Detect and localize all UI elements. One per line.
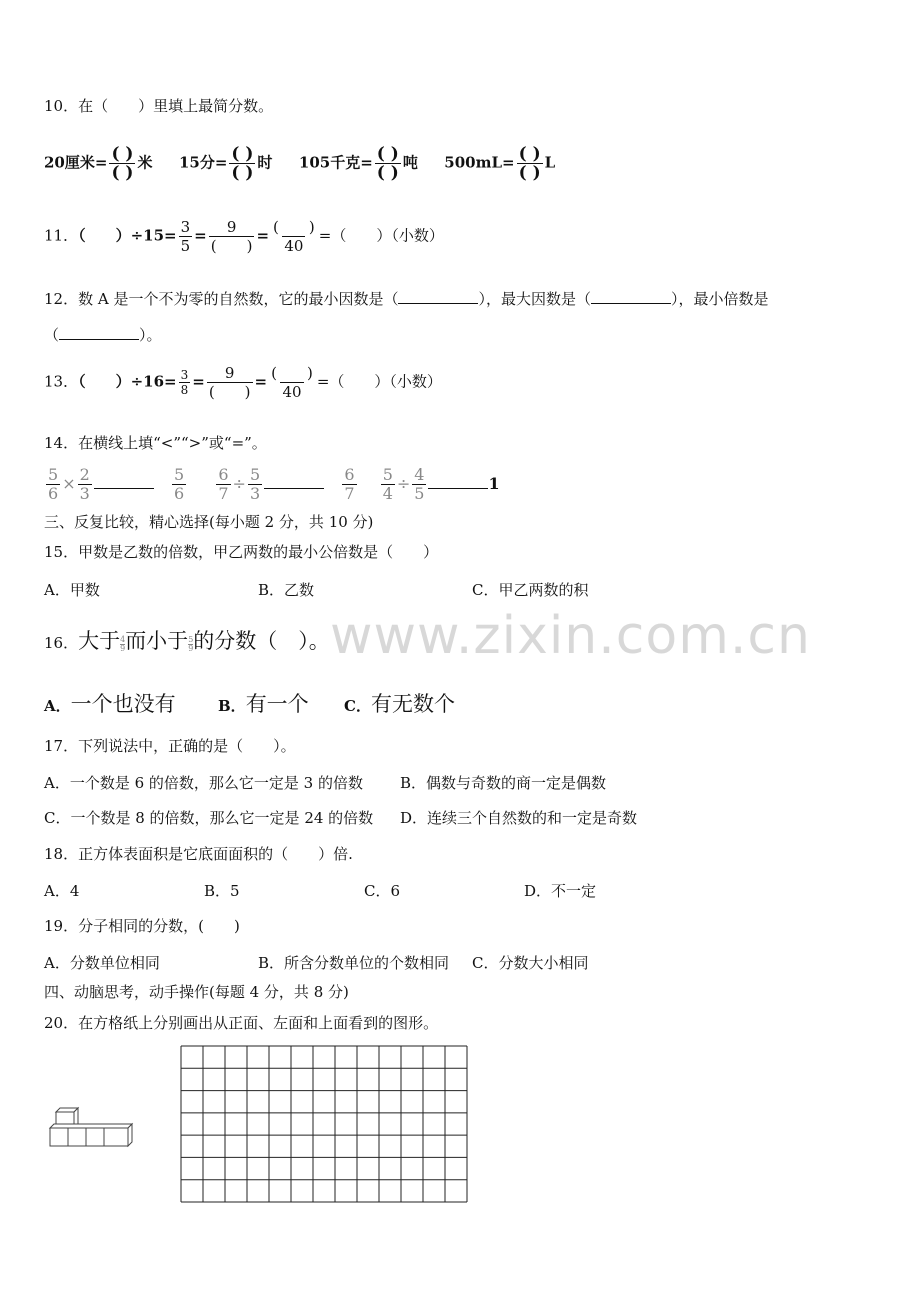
q11-frac-3: $\frac{( )}{40}$: [273, 218, 315, 255]
q18-label: 18．正方体表面积是它底面面积的（ ）倍.: [44, 845, 353, 863]
q12-blank-1: [398, 289, 478, 304]
q15-option-b[interactable]: B．乙数: [258, 581, 315, 599]
q10-label: 10．在（ ）里填上最简分数。: [44, 97, 274, 115]
q14-e2-c: $\frac{6}{7}$: [344, 465, 355, 503]
q18-option-d[interactable]: D．不一定: [524, 882, 597, 900]
q15-option-a[interactable]: A．甲数: [44, 581, 100, 599]
q10-item-3-unit: 吨: [402, 153, 418, 172]
q10-item-1-unit: 米: [137, 153, 153, 172]
q18-option-a[interactable]: A．4: [44, 882, 80, 900]
q10-frac-1: $\frac{( )}{( )}$: [111, 144, 134, 183]
q10-frac-4: $\frac{( )}{( )}$: [518, 144, 541, 183]
q11-frac-1: $\frac{3}{5}$: [180, 218, 191, 255]
q17-label: 17．下列说法中，正确的是（ ）。: [44, 737, 296, 755]
q12-blank-2: [591, 289, 671, 304]
q16-frac-1: $\frac{4}{9}$: [120, 634, 126, 653]
q14-e2-b: $\frac{5}{3}$: [249, 465, 261, 503]
q10-row: [44, 145, 555, 182]
q15-option-c[interactable]: C．甲乙两数的积: [472, 581, 589, 599]
q12-line-2: （ ）。: [44, 326, 162, 344]
q16-option-b[interactable]: B．有一个: [218, 692, 309, 716]
q16-number: 16．: [44, 634, 79, 652]
q14-e1-c: $\frac{5}{6}$: [173, 465, 185, 503]
q13-frac-3: $\frac{( )}{40}$: [271, 364, 313, 401]
q14-e1-a: $\frac{5}{6}$: [48, 465, 59, 503]
q13-tail: =（ ）（小数）: [316, 372, 442, 391]
q19-option-c[interactable]: C．分数大小相同: [472, 954, 589, 972]
q16-frac-2: $\frac{5}{9}$: [188, 634, 194, 653]
q14-blank-1: [94, 474, 154, 489]
q18-option-c[interactable]: C．6: [364, 882, 401, 900]
q11-open: （ ）÷15=: [78, 226, 177, 245]
q18-option-b[interactable]: B．5: [204, 882, 240, 900]
q12-line-1: 12．数 A 是一个不为零的自然数，它的最小因数是（ ），最大因数是（ ），最小倍数是: [44, 290, 769, 308]
q14-e3-a: $\frac{5}{4}$: [382, 465, 393, 503]
q10-item-3-left: 105千克=: [298, 153, 373, 172]
q10-frac-2: $\frac{( )}{( )}$: [231, 144, 254, 183]
q14-expressions: $\frac{5}{6}$ × $\frac{2}{3}$ $\frac{5}{6}$ $\frac{6}{7}$ ÷ $\frac{5}{3}$ $\frac{6}{7}$ $\frac{5}{4}$ ÷ $\frac{4}{5}$ 1: [48, 465, 500, 503]
q14-blank-2: [264, 474, 324, 489]
q13-frac-1: $\frac{3}{8}$: [180, 368, 189, 397]
q15-label: 15．甲数是乙数的倍数，甲乙两数的最小公倍数是（ ）: [44, 543, 439, 561]
q16-row: 16．大于 $\frac{4}{9}$ 而小于 $\frac{5}{9}$ 的分数（ ）。: [44, 629, 330, 653]
q19-option-a[interactable]: A．分数单位相同: [44, 954, 160, 972]
q11-tail: =（ ）（小数）: [318, 226, 444, 245]
watermark: www.zixin.com.cn: [330, 606, 811, 666]
section-3-heading: 三、反复比较，精心选择(每小题 2 分，共 10 分): [44, 513, 374, 531]
q10-item-1-left: 20厘米=: [44, 153, 108, 172]
q14-e2-a: $\frac{6}{7}$: [218, 465, 229, 503]
q14-label: 14．在横线上填“<”“>”或“=”。: [44, 434, 267, 452]
q11-frac-2: $\frac{9}{( )}$: [210, 218, 253, 255]
q16-option-c[interactable]: C．有无数个: [344, 692, 455, 716]
q14-e3-b: $\frac{4}{5}$: [414, 465, 425, 503]
q17-option-a[interactable]: A．一个数是 6 的倍数，那么它一定是 3 的倍数: [44, 774, 363, 792]
q17-option-b[interactable]: B．偶数与奇数的商一定是偶数: [400, 774, 607, 792]
q14-blank-3: [428, 474, 488, 489]
q14-e1-b: $\frac{2}{3}$: [79, 465, 90, 503]
q19-label: 19．分子相同的分数，( ): [44, 917, 240, 935]
q17-option-d[interactable]: D．连续三个自然数的和一定是奇数: [400, 809, 638, 827]
q13-number: 13．: [44, 372, 79, 391]
q10-item-2-left: 15分=: [178, 153, 228, 172]
grid-paper[interactable]: [180, 1045, 468, 1203]
q11-row: 11．（ ）÷15= $\frac{3}{5}$ = $\frac{9}{( )}$ = $\frac{( )}{40}$ =（ ）（小数）: [44, 218, 444, 255]
q12-blank-3: [59, 325, 139, 340]
q13-frac-2: $\frac{9}{( )}$: [208, 364, 251, 401]
q17-option-c[interactable]: C．一个数是 8 的倍数，那么它一定是 24 的倍数: [44, 809, 374, 827]
q10-item-2-unit: 时: [257, 153, 273, 172]
q10-frac-3: $\frac{( )}{( )}$: [376, 144, 399, 183]
q13-row: 13．（ ）÷16= $\frac{3}{8}$ = $\frac{9}{( )}$ = $\frac{( )}{40}$ =（ ）（小数）: [44, 364, 442, 401]
q13-open: （ ）÷16=: [78, 372, 177, 391]
section-4-heading: 四、动脑思考，动手操作(每题 4 分，共 8 分): [44, 983, 349, 1001]
q10-item-4-left: 500mL=: [444, 153, 515, 172]
q11-number: 11．: [44, 226, 79, 245]
q16-option-a[interactable]: A．一个也没有: [44, 692, 176, 716]
q19-option-b[interactable]: B．所含分数单位的个数相同: [258, 954, 450, 972]
q10-item-4-unit: L: [544, 153, 556, 172]
cube-figure: [46, 1104, 136, 1154]
q20-label: 20．在方格纸上分别画出从正面、左面和上面看到的图形。: [44, 1014, 439, 1032]
